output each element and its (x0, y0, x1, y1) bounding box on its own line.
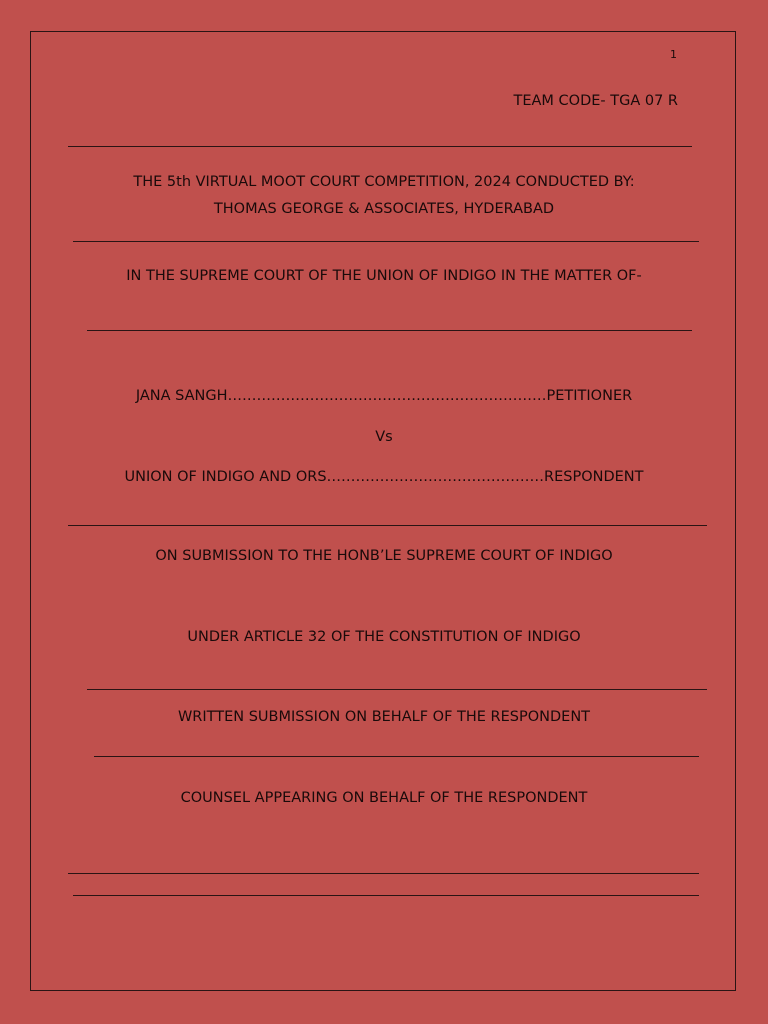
page-number: 1 (670, 48, 677, 61)
divider-4 (68, 525, 707, 526)
divider-2 (73, 241, 699, 242)
respondent-line: UNION OF INDIGO AND ORS………………………………………RESPONDENT (124, 469, 644, 485)
court-heading: IN THE SUPREME COURT OF THE UNION OF INDIGO IN THE MATTER OF- (126, 268, 642, 284)
divider-7 (68, 873, 699, 874)
counsel-heading: COUNSEL APPEARING ON BEHALF OF THE RESPONDENT (180, 790, 588, 806)
submission-heading: ON SUBMISSION TO THE HONB’LE SUPREME COURT OF INDIGO (155, 548, 613, 564)
article-heading: UNDER ARTICLE 32 OF THE CONSTITUTION OF INDIGO (187, 629, 581, 645)
competition-title: THE 5th VIRTUAL MOOT COURT COMPETITION, 2024 CONDUCTED BY: (133, 174, 635, 190)
written-submission-heading: WRITTEN SUBMISSION ON BEHALF OF THE RESPONDENT (177, 709, 591, 725)
divider-8 (73, 895, 699, 896)
competition-organizer: THOMAS GEORGE & ASSOCIATES, HYDERABAD (213, 201, 555, 217)
divider-5 (87, 689, 707, 690)
petitioner-line: JANA SANGH…………………………………………………………PETITIONER (135, 388, 633, 404)
divider-1 (68, 146, 692, 147)
divider-3 (87, 330, 692, 331)
versus: Vs (375, 429, 393, 445)
team-code: TEAM CODE- TGA 07 R (513, 93, 678, 109)
divider-6 (94, 756, 699, 757)
